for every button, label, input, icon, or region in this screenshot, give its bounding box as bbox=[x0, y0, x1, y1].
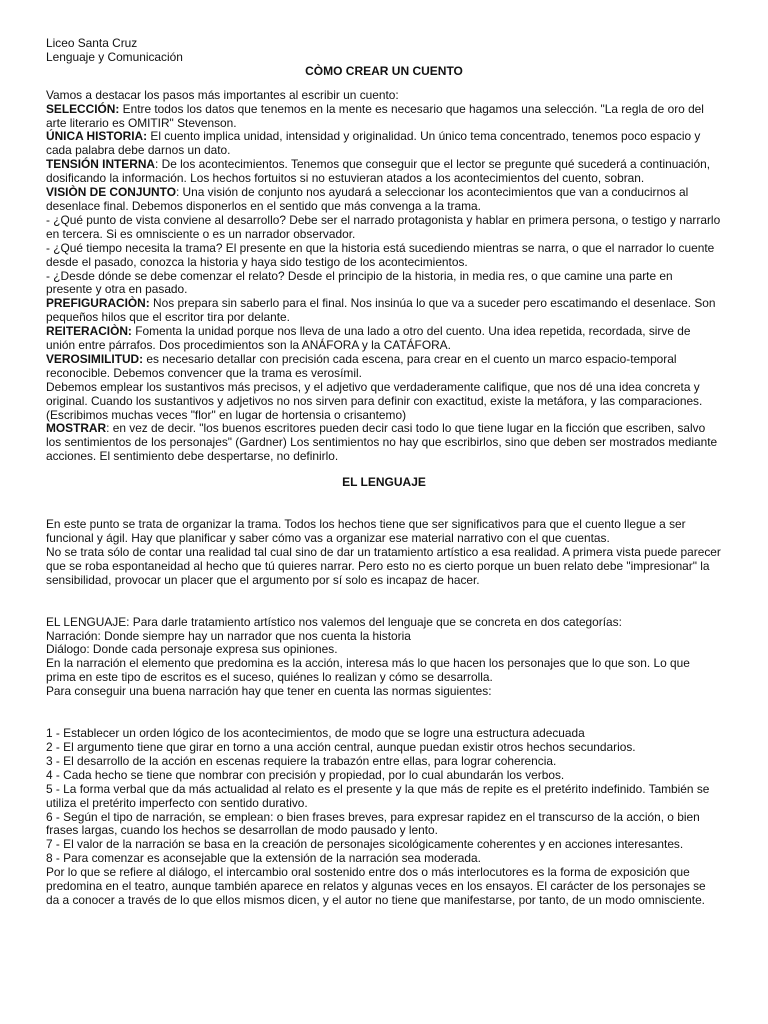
section-text: Nos prepara sin saberlo para el final. Nos insinúa lo que va a suceder pero escatimando el desenlace. Son pequeños hilos que el escritor tira por delante. bbox=[46, 296, 716, 325]
section-verosimilitud bbox=[46, 353, 722, 381]
section-title-lenguaje: EL LENGUAJE bbox=[342, 475, 426, 490]
section-text: : Una visión de conjunto nos ayudará a seleccionar los acontecimientos que van a conducirnos al desenlace final. Debemos disponerlos en el sentido que más convenga a la trama. bbox=[46, 185, 689, 213]
paragraph-organizar-trama: En este punto se trata de organizar la trama. Todos los hechos tiene que ser significativos para que el cuento llegue a ser funcional y ágil. Hay que planificar y saber cómo vas a organizar ese material narrativo con el que cuentas. bbox=[46, 517, 686, 545]
subject-name: Lenguaje y Comunicación bbox=[46, 49, 183, 64]
section-term: VISIÒN DE CONJUNTO bbox=[46, 185, 176, 200]
intro-paragraph: Vamos a destacar los pasos más importantes al escribir un cuento: bbox=[46, 87, 399, 102]
section-text: Fomenta la unidad porque nos lleva de una lado a otro del cuento. Una idea repetida, recordada, sirve de unión entre párrafos. Dos procedimientos son la ANÁFORA y la CATÁFORA. bbox=[46, 324, 691, 353]
rule-item: 8 - Para comenzar es aconsejable que la extensión de la narración sea moderada. bbox=[46, 851, 481, 866]
paragraph-narracion: Narración: Donde siempre hay un narrador que nos cuenta la historia bbox=[46, 628, 411, 643]
section-tension-interna bbox=[46, 158, 722, 186]
rule-item: 3 - El desarrollo de la acción en escenas requiere la trabazón entre ellas, para lograr coherencia. bbox=[46, 753, 557, 768]
section-term: SELECCIÓN: bbox=[46, 101, 120, 116]
paragraph-tratamiento-artistico: No se trata sólo de contar una realidad tal cual sino de dar un tratamiento artístico a esa realidad. A primera vista puede parecer que se roba espontaneidad al hecho que tú quieres narrar. Pero esto no es cierto porque un buen relato debe "impresionar" la sensibilidad, provocar un placer que el argumento por sí solo es incapaz de hacer. bbox=[46, 544, 721, 587]
section-text: : en vez de decir. "los buenos escritores pueden decir casi todo lo que tiene lugar en la ficción que escriben, salvo los sentimientos de los personajes" (Gardner) Los sentimientos no hay que escribirlos, sino que deben ser mostrados mediante acciones. El sentimiento debe despertarse, no definirlo. bbox=[46, 421, 718, 464]
question-punto-de-vista: - ¿Qué punto de vista conviene al desarrollo? Debe ser el narrado protagonista y hablar en primera persona, o testigo y narrarlo en tercera. Si es omnisciente o es un narrador observador. bbox=[46, 212, 721, 241]
paragraph-sustantivos: Debemos emplear los sustantivos más precisos, y el adjetivo que verdaderamente califique, que nos dé una idea concreta y original. Cuando los sustantivos y adjetivos no nos sirven para definir con exactitud, existe la metáfora, y las comparaciones. (Escribimos muchas veces "flor" en lugar de hortensia o crisantemo) bbox=[46, 379, 703, 422]
question-tiempo: - ¿Qué tiempo necesita la trama? El presente en que la historia está sucediendo mientras se narra, o que el narrador lo cuente desde el pasado, conozca la historia y haya sido testigo de los acontecimientos. bbox=[46, 240, 715, 269]
rule-item: 2 - El argumento tiene que girar en torno a una acción central, aunque puedan existir otros hechos secundarios. bbox=[46, 739, 636, 754]
paragraph-dialogo: Diálogo: Donde cada personaje expresa sus opiniones. bbox=[46, 642, 338, 657]
section-mostrar bbox=[46, 422, 722, 464]
section-text: : De los acontecimientos. Tenemos que conseguir que el lector se pregunte qué sucederá a continuación, dosificando la información. Los hechos fortuitos si no estuvieran atados a los acontecimientos del cuento, sobran. bbox=[46, 157, 711, 186]
section-term: MOSTRAR bbox=[46, 421, 107, 436]
section-term: PREFIGURACIÒN: bbox=[46, 296, 150, 311]
rule-item: 7 - El valor de la narración se basa en la creación de personajes sicológicamente coherentes y en acciones interesantes. bbox=[46, 837, 684, 852]
main-title: CÒMO CREAR UN CUENTO bbox=[305, 63, 463, 78]
section-seleccion bbox=[46, 103, 722, 131]
paragraph-normas: Para conseguir una buena narración hay que tener en cuenta las normas siguientes: bbox=[46, 684, 492, 699]
rule-item: 6 - Según el tipo de narración, se emplean: o bien frases breves, para expresar rapidez en el transcurso de la acción, o bien frases largas, cuando los hechos se desarrollan de modo pausado y lento. bbox=[46, 809, 700, 838]
section-unica-historia bbox=[46, 130, 722, 158]
section-term: TENSIÓN INTERNA bbox=[46, 157, 156, 172]
section-term: VEROSIMILITUD: bbox=[46, 351, 144, 366]
section-prefiguracion bbox=[46, 297, 722, 325]
section-text: es necesario detallar con precisión cada escena, para crear en el cuento un marco espacio-temporal reconocible. Debemos convencer que la trama es verosímil. bbox=[46, 351, 677, 380]
section-term: REITERACIÒN: bbox=[46, 324, 132, 339]
section-vision-conjunto bbox=[46, 186, 722, 214]
rule-item: 4 - Cada hecho se tiene que nombrar con precisión y propiedad, por lo cual abundarán los verbos. bbox=[46, 767, 565, 782]
paragraph-dialogo-teatro: Por lo que se refiere al diálogo, el intercambio oral sostenido entre dos o más interlocutores es la forma de exposición que predomina en el teatro, aunque también aparece en relatos y algunas veces en los ensayos. El carácter de los personajes se da a conocer a través de lo que ellos mismos dicen, y el autor no tiene que manifestarse, por tanto, de un modo omnisciente. bbox=[46, 865, 706, 907]
section-term: ÚNICA HISTORIA: bbox=[46, 129, 148, 144]
section-reiteracion bbox=[46, 325, 722, 353]
section-text: El cuento implica unidad, intensidad y originalidad. Un único tema concentrado, tenemos poco espacio y cada palabra debe darnos un dato. bbox=[46, 129, 701, 158]
section-text: Entre todos los datos que tenemos en la mente es necesario que hagamos una selección. "La regla de oro del arte literario es OMITIR" Stevenson. bbox=[46, 101, 704, 130]
paragraph-accion: En la narración el elemento que predomina es la acción, interesa más lo que hacen los personajes que lo que son. Lo que prima en este tipo de escritos es el suceso, quiénes lo realizan y cómo se desarrolla. bbox=[46, 656, 690, 685]
paragraph-lenguaje-categorias: EL LENGUAJE: Para darle tratamiento artístico nos valemos del lenguaje que se concreta en dos categorías: bbox=[46, 614, 622, 629]
document-page bbox=[46, 37, 722, 908]
rule-item: 1 - Establecer un orden lógico de los acontecimientos, de modo que se logre una estructura adecuada bbox=[46, 726, 585, 741]
question-comienzo: - ¿Desde dónde se debe comenzar el relato? Desde el principio de la historia, in media res, o que camine una parte en presente y otra en pasado. bbox=[46, 268, 673, 297]
rule-item: 5 - La forma verbal que da más actualidad al relato es el presente y la que más de repite es el pretérito indefinido. También se utiliza el pretérito imperfecto con sentido durativo. bbox=[46, 781, 710, 810]
school-name: Liceo Santa Cruz bbox=[46, 36, 138, 50]
